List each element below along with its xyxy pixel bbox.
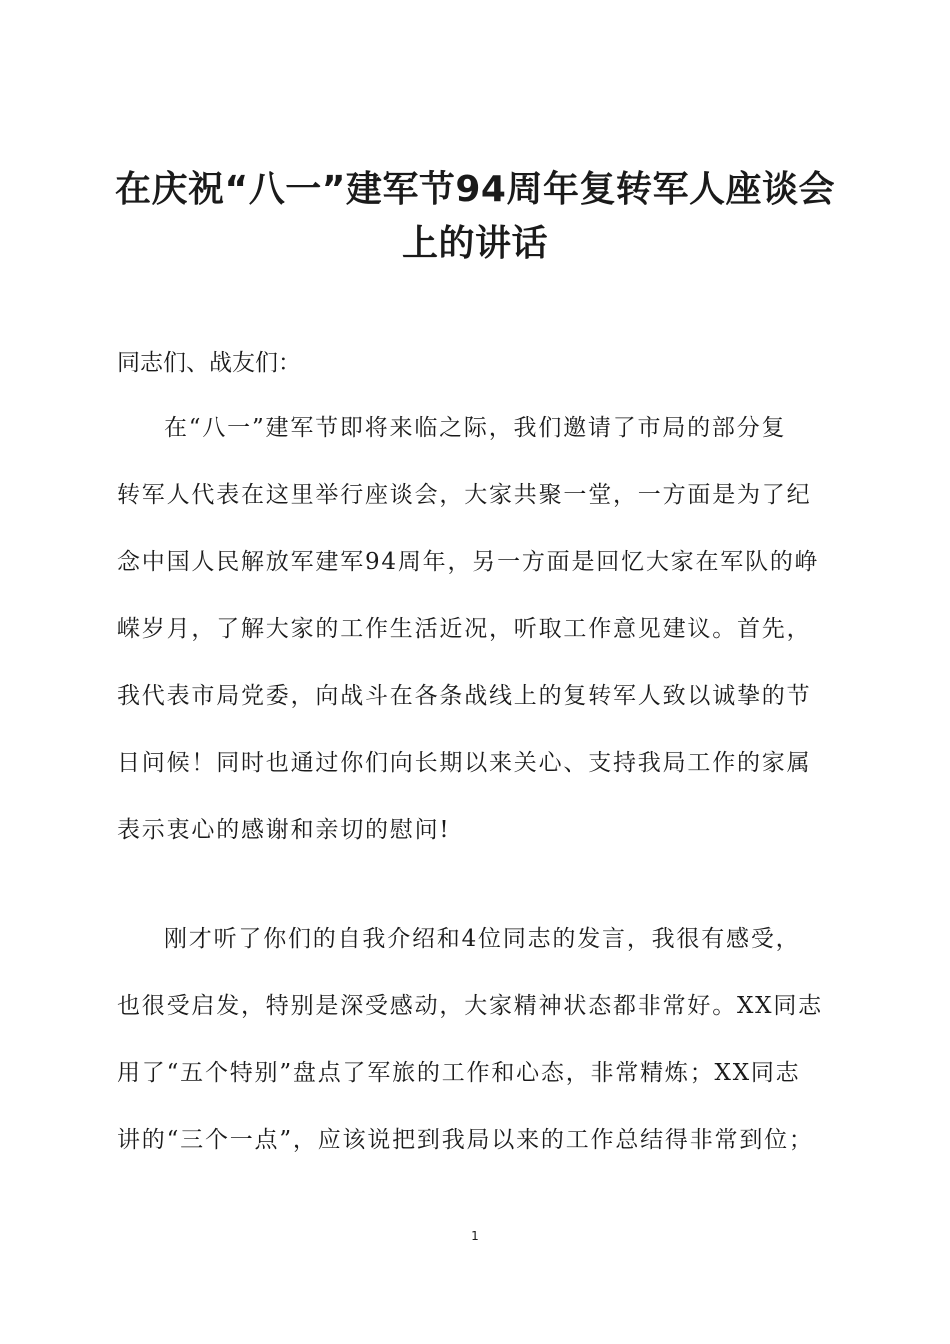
page-number: 1 [471, 1229, 479, 1243]
title-line-1: 在庆祝“八一”建军节94周年复转军人座谈会 [115, 169, 835, 210]
paragraph-line: 嵘岁月，了解大家的工作生活近况，听取工作意见建议。首先， [117, 616, 812, 642]
paragraph-line: 日问候！同时也通过你们向长期以来关心、支持我局工作的家属 [117, 750, 812, 776]
paragraph-line: 念中国人民解放军建军94周年，另一方面是回忆大家在军队的峥 [117, 549, 820, 575]
paragraph-line: 转军人代表在这里举行座谈会，大家共聚一堂，一方面是为了纪 [117, 482, 812, 508]
paragraph-line: 表示衷心的感谢和亲切的慰问! [117, 817, 451, 843]
paragraph-line: 我代表市局党委，向战斗在各条战线上的复转军人致以诚挚的节 [117, 683, 812, 709]
paragraph-line: 刚才听了你们的自我介绍和4位同志的发言，我很有感受， [164, 926, 801, 952]
paragraph-line: 讲的“三个一点”，应该说把到我局以来的工作总结得非常到位； [117, 1127, 814, 1153]
paragraph-line: 用了“五个特别”盘点了军旅的工作和心态，非常精炼；XX同志 [117, 1060, 801, 1086]
title-line-2: 上的讲话 [401, 223, 548, 264]
paragraph-line: 也很受启发，特别是深受感动，大家精神状态都非常好。XX同志 [117, 993, 823, 1019]
paragraph-line: 在“八一”建军节即将来临之际，我们邀请了市局的部分复 [164, 415, 787, 441]
salutation: 同志们、战友们： [117, 350, 301, 376]
paragraph-2 [117, 919, 837, 1187]
paragraph-1 [117, 408, 837, 877]
document-title [100, 163, 850, 271]
